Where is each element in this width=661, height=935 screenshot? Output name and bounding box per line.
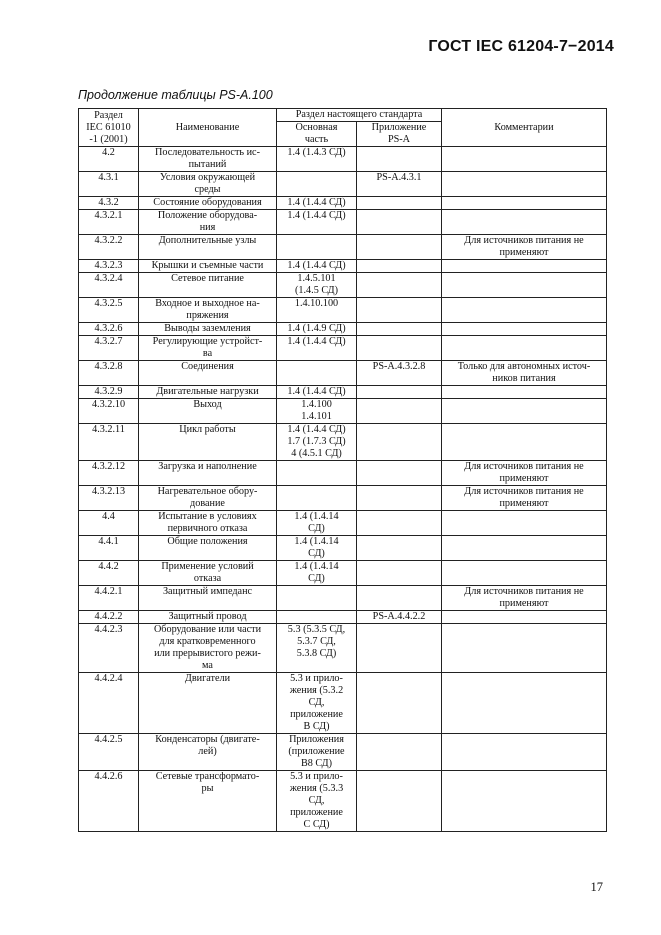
main-part-cell-line: СД) <box>308 573 325 584</box>
section-cell-line: 4.4.1 <box>98 536 119 547</box>
annex-cell <box>357 461 442 486</box>
name-cell-line: Положение оборудова- <box>157 210 258 221</box>
correspondence-table <box>78 108 607 832</box>
comment-cell <box>442 771 607 832</box>
header-annex: Приложение PS-A <box>357 122 442 147</box>
section-cell-line: 4.4.2.5 <box>94 734 123 745</box>
main-part-cell <box>277 586 357 611</box>
main-part-cell-line: приложение <box>290 807 343 818</box>
main-part-cell-line: (1.4.5 СД) <box>295 285 338 296</box>
main-part-cell-line: 1.4 (1.4.14 <box>294 561 339 572</box>
annex-cell <box>357 624 442 673</box>
comment-cell <box>442 624 607 673</box>
table-row <box>79 147 607 172</box>
annex-cell <box>357 361 442 386</box>
main-part-cell <box>277 260 357 273</box>
comment-cell-line: применяют <box>499 473 549 484</box>
table-row <box>79 172 607 197</box>
table-row <box>79 235 607 260</box>
main-part-cell <box>277 461 357 486</box>
name-cell <box>139 536 277 561</box>
comment-cell <box>442 673 607 734</box>
annex-cell <box>357 424 442 461</box>
annex-cell <box>357 336 442 361</box>
name-cell-line: первичного отказа <box>167 523 248 534</box>
section-cell-line: 4.4 <box>102 511 115 522</box>
annex-cell-line: PS-A.4.3.1 <box>376 172 422 183</box>
comment-cell <box>442 197 607 210</box>
main-part-cell <box>277 273 357 298</box>
comment-cell <box>442 260 607 273</box>
main-part-cell-line: 1.4 (1.4.4 СД) <box>287 210 346 221</box>
name-cell <box>139 386 277 399</box>
section-cell <box>79 461 139 486</box>
name-cell-line: или прерывистого режи- <box>154 648 261 659</box>
name-cell <box>139 424 277 461</box>
section-cell <box>79 511 139 536</box>
main-part-cell <box>277 298 357 323</box>
annex-cell <box>357 611 442 624</box>
table-row <box>79 561 607 586</box>
main-part-cell <box>277 235 357 260</box>
name-cell-line: Двигатели <box>184 673 231 684</box>
name-cell-line: Выход <box>193 399 222 410</box>
name-cell <box>139 624 277 673</box>
comment-cell <box>442 511 607 536</box>
name-cell <box>139 336 277 361</box>
comment-cell <box>442 586 607 611</box>
section-cell <box>79 298 139 323</box>
main-part-cell <box>277 147 357 172</box>
name-cell-line: ма <box>202 660 213 671</box>
table-row <box>79 386 607 399</box>
table-row <box>79 624 607 673</box>
annex-cell-line: PS-A.4.4.2.2 <box>372 611 426 622</box>
table-row <box>79 197 607 210</box>
annex-cell <box>357 561 442 586</box>
name-cell <box>139 235 277 260</box>
name-cell <box>139 771 277 832</box>
section-cell-line: 4.3.2.4 <box>94 273 123 284</box>
main-part-cell <box>277 323 357 336</box>
annex-cell <box>357 586 442 611</box>
main-part-cell <box>277 611 357 624</box>
main-part-cell <box>277 336 357 361</box>
section-cell-line: 4.3.2.11 <box>92 424 125 435</box>
name-cell <box>139 361 277 386</box>
name-cell <box>139 172 277 197</box>
name-cell-line: для кратковременного <box>159 636 256 647</box>
name-cell-line: Загрузка и наполнение <box>158 461 257 472</box>
comment-cell-line: применяют <box>499 498 549 509</box>
annex-cell <box>357 771 442 832</box>
main-part-cell <box>277 511 357 536</box>
section-cell <box>79 323 139 336</box>
comment-cell-line: применяют <box>499 247 549 258</box>
name-cell-line: Испытание в условиях <box>158 511 257 522</box>
name-cell-line: Защитный импеданс <box>162 586 253 597</box>
main-part-cell <box>277 734 357 771</box>
annex-cell <box>357 673 442 734</box>
section-cell-line: 4.3.2.5 <box>94 298 123 309</box>
annex-cell <box>357 172 442 197</box>
name-cell-line: Соединения <box>181 361 234 372</box>
table-row <box>79 511 607 536</box>
section-cell-line: 4.3.2.8 <box>94 361 123 372</box>
main-part-cell-line: приложение <box>290 709 343 720</box>
comment-cell <box>442 386 607 399</box>
name-cell <box>139 197 277 210</box>
name-cell-line: Двигательные нагрузки <box>156 386 259 397</box>
table-row <box>79 323 607 336</box>
annex-cell <box>357 147 442 172</box>
section-cell <box>79 235 139 260</box>
annex-cell <box>357 734 442 771</box>
name-cell-line: пряжения <box>186 310 229 321</box>
section-cell-line: 4.3.2.6 <box>94 323 123 334</box>
main-part-cell-line: Приложения <box>289 734 344 745</box>
header-name: Наименование <box>139 109 277 147</box>
section-cell <box>79 147 139 172</box>
section-cell-line: 4.4.2.1 <box>94 586 123 597</box>
annex-cell <box>357 273 442 298</box>
comment-cell-line: ников питания <box>492 373 556 384</box>
name-cell <box>139 147 277 172</box>
annex-cell-line: PS-A.4.3.2.8 <box>372 361 426 372</box>
main-part-cell-line: 1.4 (1.4.4 СД) <box>287 424 346 435</box>
section-cell <box>79 386 139 399</box>
comment-cell <box>442 273 607 298</box>
name-cell-line: Регулирующие устройст- <box>152 336 263 347</box>
main-part-cell-line: 5.3 (5.3.5 СД, <box>287 624 346 635</box>
main-part-cell-line: 1.4.10.100 <box>294 298 339 309</box>
main-part-cell-line: СД, <box>308 697 325 708</box>
table-body <box>79 147 607 832</box>
name-cell-line: Условия окружающей <box>159 172 256 183</box>
section-cell-line: 4.2 <box>102 147 115 158</box>
section-cell <box>79 210 139 235</box>
annex-cell <box>357 260 442 273</box>
main-part-cell <box>277 561 357 586</box>
main-part-cell <box>277 424 357 461</box>
name-cell <box>139 611 277 624</box>
name-cell <box>139 323 277 336</box>
header-comment: Комментарии <box>442 109 607 147</box>
main-part-cell-line: 4 (4.5.1 СД) <box>291 448 342 459</box>
comment-cell <box>442 147 607 172</box>
table-row <box>79 611 607 624</box>
section-cell-line: 4.4.2.2 <box>94 611 123 622</box>
table-caption: Продолжение таблицы PS-A.100 <box>78 88 273 102</box>
name-cell <box>139 673 277 734</box>
name-cell-line: Крышки и съемные части <box>151 260 264 271</box>
section-cell <box>79 399 139 424</box>
name-cell <box>139 298 277 323</box>
section-cell-line: 4.3.1 <box>98 172 119 183</box>
name-cell <box>139 210 277 235</box>
name-cell <box>139 561 277 586</box>
comment-cell <box>442 172 607 197</box>
annex-cell <box>357 399 442 424</box>
section-cell <box>79 673 139 734</box>
comment-cell <box>442 298 607 323</box>
table-header-row <box>79 109 607 122</box>
page-number: 17 <box>590 880 603 894</box>
comment-cell <box>442 424 607 461</box>
main-part-cell-line: 1.4 (1.4.4 СД) <box>287 197 346 208</box>
main-part-cell <box>277 172 357 197</box>
section-cell <box>79 624 139 673</box>
section-cell-line: 4.3.2 <box>98 197 119 208</box>
comment-cell <box>442 461 607 486</box>
comment-cell <box>442 235 607 260</box>
section-cell <box>79 561 139 586</box>
comment-cell-line: Для источников питания не <box>464 586 584 597</box>
name-cell-line: Цикл работы <box>179 424 236 435</box>
name-cell-line: отказа <box>193 573 222 584</box>
main-part-cell-line: 5.3.7 СД, <box>297 636 336 647</box>
main-part-cell-line: 1.7 (1.7.3 СД) <box>287 436 346 447</box>
annex-cell <box>357 323 442 336</box>
name-cell <box>139 586 277 611</box>
name-cell-line: Конденсаторы (двигате- <box>155 734 260 745</box>
annex-cell <box>357 210 442 235</box>
main-part-cell-line: 1.4 (1.4.9 СД) <box>287 323 346 334</box>
section-cell-line: 4.4.2.4 <box>94 673 123 684</box>
annex-cell <box>357 486 442 511</box>
name-cell-line: пытаний <box>188 159 227 170</box>
annex-cell <box>357 536 442 561</box>
main-part-cell-line: В8 СД) <box>300 758 333 769</box>
name-cell-line: ния <box>199 222 216 233</box>
section-cell-line: 4.3.2.12 <box>91 461 126 472</box>
annex-cell <box>357 298 442 323</box>
name-cell-line: Оборудование или части <box>153 624 262 635</box>
header-main-part: Основная часть <box>277 122 357 147</box>
section-cell-line: 4.3.2.9 <box>94 386 123 397</box>
main-part-cell-line: 1.4 (1.4.4 СД) <box>287 336 346 347</box>
comment-cell-line: Для источников питания не <box>464 461 584 472</box>
name-cell <box>139 461 277 486</box>
section-cell <box>79 172 139 197</box>
main-part-cell <box>277 536 357 561</box>
section-cell <box>79 536 139 561</box>
name-cell-line: Общие положения <box>167 536 248 547</box>
name-cell <box>139 399 277 424</box>
table-row <box>79 273 607 298</box>
main-part-cell <box>277 673 357 734</box>
main-part-cell-line: 1.4 (1.4.4 СД) <box>287 260 346 271</box>
main-part-cell <box>277 210 357 235</box>
section-cell-line: 4.3.2.2 <box>94 235 123 246</box>
section-cell <box>79 734 139 771</box>
name-cell <box>139 486 277 511</box>
main-part-cell-line: 1.4 (1.4.14 <box>294 536 339 547</box>
annex-cell <box>357 197 442 210</box>
comment-cell <box>442 734 607 771</box>
annex-cell <box>357 511 442 536</box>
section-cell <box>79 771 139 832</box>
name-cell-line: среды <box>194 184 221 195</box>
table-row <box>79 399 607 424</box>
main-part-cell-line: 1.4.5.101 <box>297 273 336 284</box>
main-part-cell <box>277 386 357 399</box>
comment-cell-line: Только для автономных источ- <box>457 361 591 372</box>
name-cell-line: дование <box>190 498 225 509</box>
section-cell <box>79 260 139 273</box>
comment-cell-line: Для источников питания не <box>464 235 584 246</box>
main-part-cell <box>277 486 357 511</box>
standard-code: ГОСТ IEC 61204-7−2014 <box>428 38 614 55</box>
main-part-cell-line: 1.4.100 <box>301 399 332 410</box>
name-cell-line: лей) <box>198 746 217 757</box>
main-part-cell <box>277 771 357 832</box>
main-part-cell-line: (приложение <box>288 746 345 757</box>
section-cell-line: 4.4.2 <box>98 561 119 572</box>
comment-cell <box>442 536 607 561</box>
table-row <box>79 210 607 235</box>
name-cell <box>139 260 277 273</box>
name-cell-line: Последовательность ис- <box>155 147 260 158</box>
section-cell-line: 4.3.2.7 <box>94 336 123 347</box>
section-cell-line: 4.4.2.6 <box>94 771 123 782</box>
main-part-cell <box>277 624 357 673</box>
main-part-cell-line: жения (5.3.3 <box>289 783 344 794</box>
table-row <box>79 586 607 611</box>
comment-cell <box>442 210 607 235</box>
section-cell <box>79 336 139 361</box>
header-group: Раздел настоящего стандарта <box>277 109 442 122</box>
table-row <box>79 260 607 273</box>
section-cell-line: 4.3.2.1 <box>94 210 123 221</box>
main-part-cell-line: СД, <box>308 795 325 806</box>
main-part-cell <box>277 399 357 424</box>
main-part-cell <box>277 361 357 386</box>
table-row <box>79 673 607 734</box>
main-part-cell-line: 5.3 и прило- <box>290 673 343 684</box>
comment-cell <box>442 399 607 424</box>
comment-cell <box>442 361 607 386</box>
table-row <box>79 361 607 386</box>
section-cell-line: 4.3.2.13 <box>91 486 126 497</box>
table-row <box>79 461 607 486</box>
table-row <box>79 298 607 323</box>
name-cell-line: Выводы заземления <box>164 323 251 334</box>
section-cell <box>79 361 139 386</box>
section-cell <box>79 197 139 210</box>
name-cell-line: ва <box>202 348 213 359</box>
section-cell-line: 4.3.2.10 <box>91 399 126 410</box>
section-cell <box>79 273 139 298</box>
main-part-cell-line: 1.4 (1.4.3 СД) <box>287 147 346 158</box>
name-cell-line: Сетевое питание <box>171 273 244 284</box>
main-part-cell-line: жения (5.3.2 <box>289 685 344 696</box>
header-section: Раздел IEC 61010 -1 (2001) <box>79 109 139 147</box>
main-part-cell <box>277 197 357 210</box>
main-part-cell-line: 1.4 (1.4.14 <box>294 511 339 522</box>
name-cell <box>139 511 277 536</box>
name-cell-line: Входное и выходное на- <box>155 298 260 309</box>
name-cell-line: Дополнительные узлы <box>158 235 257 246</box>
annex-cell <box>357 235 442 260</box>
comment-cell-line: Для источников питания не <box>464 486 584 497</box>
table-row <box>79 486 607 511</box>
name-cell <box>139 273 277 298</box>
main-part-cell-line: СД) <box>308 523 325 534</box>
table-row <box>79 424 607 461</box>
name-cell <box>139 734 277 771</box>
name-cell-line: Применение условий <box>161 561 254 572</box>
name-cell-line: Нагревательное обору- <box>157 486 258 497</box>
main-part-cell-line: СД) <box>308 548 325 559</box>
section-cell <box>79 586 139 611</box>
section-cell-line: 4.4.2.3 <box>94 624 123 635</box>
comment-cell-line: применяют <box>499 598 549 609</box>
main-part-cell-line: В СД) <box>303 721 330 732</box>
table-row <box>79 771 607 832</box>
section-cell <box>79 486 139 511</box>
comment-cell <box>442 323 607 336</box>
table-row <box>79 336 607 361</box>
main-part-cell-line: С СД) <box>303 819 330 830</box>
section-cell-line: 4.3.2.3 <box>94 260 123 271</box>
main-part-cell-line: 1.4 (1.4.4 СД) <box>287 386 346 397</box>
name-cell-line: Состояние оборудования <box>153 197 262 208</box>
main-part-cell-line: 5.3.8 СД) <box>296 648 337 659</box>
table-row <box>79 536 607 561</box>
section-cell <box>79 424 139 461</box>
main-part-cell-line: 1.4.101 <box>301 411 332 422</box>
comment-cell <box>442 486 607 511</box>
name-cell-line: Сетевые трансформато- <box>155 771 260 782</box>
comment-cell <box>442 336 607 361</box>
comment-cell <box>442 561 607 586</box>
main-part-cell-line: 5.3 и прило- <box>290 771 343 782</box>
comment-cell <box>442 611 607 624</box>
annex-cell <box>357 386 442 399</box>
name-cell-line: ры <box>201 783 214 794</box>
table-row <box>79 734 607 771</box>
name-cell-line: Защитный провод <box>168 611 247 622</box>
section-cell <box>79 611 139 624</box>
